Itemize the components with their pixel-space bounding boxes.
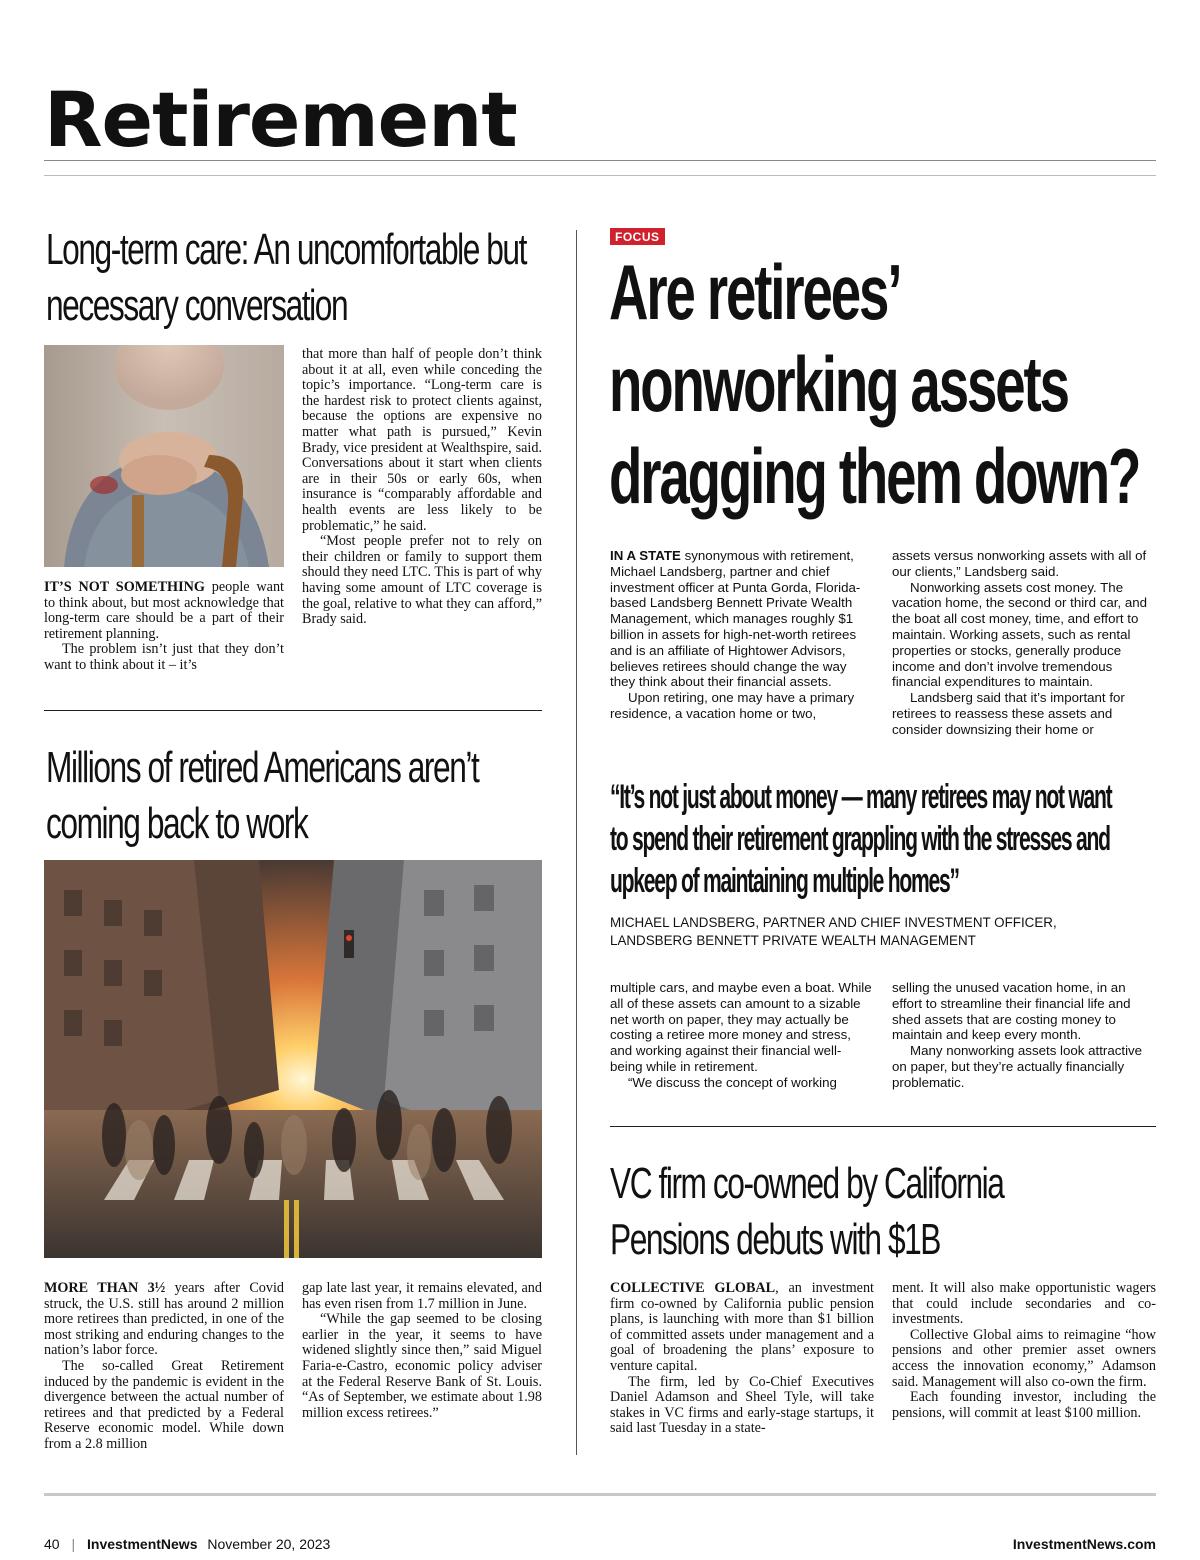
focus-body-col-4 — [892, 980, 1154, 1091]
vc-body-col-2 — [892, 1281, 1156, 1421]
vc-body-col-1 — [610, 1281, 874, 1437]
quote-attribution: MICHAEL LANDSBERG, PARTNER AND CHIEF INVESTMENT OFFICER, LANDSBERG BENNETT PRIVATE WEALTH MANAGEMENT — [610, 915, 1057, 948]
retired-body-col-1 — [44, 1281, 284, 1453]
vc-paragraph-1: COLLECTIVE GLOBAL, an investment firm co-owned by California public pension plans, is launching with more than $1 billion of committed assets under management and a goal of broadening the plans’ exposure to venture capital. — [610, 1280, 874, 1374]
focus-lead-in: IN A STATE — [610, 548, 681, 563]
pull-quote-line-1: “It’s not just about money — many retirees may not want — [610, 778, 1112, 816]
section-rule-bottom — [44, 175, 1156, 176]
publication-name: InvestmentNews — [87, 1536, 198, 1552]
footer-rule — [44, 1493, 1156, 1496]
ltc-paragraph-1: IT’S NOT SOMETHING people want to think about, but most acknowledge that long-term care should be a part of their retirement planning. — [44, 579, 284, 642]
focus-body-col-3 — [610, 980, 872, 1091]
footer-left — [44, 1536, 330, 1552]
focus-paragraph-2: Upon retiring, one may have a primary residence, a vacation home or two, — [610, 690, 855, 721]
pull-quote — [610, 776, 1111, 902]
retired-body-col-2 — [302, 1281, 542, 1421]
focus-headline — [609, 246, 1139, 522]
footer-separator: | — [71, 1536, 76, 1552]
section-rule-top — [44, 160, 1156, 161]
focus-paragraph-9: Many nonworking assets look attractive on paper, but they’re actually financially problematic. — [892, 1043, 1143, 1090]
ltc-headline-line-2: necessary conversation — [46, 281, 348, 330]
ltc-body-col-1 — [44, 580, 284, 674]
column-divider — [576, 230, 577, 1455]
focus-paragraph-5: Landsberg said that it’s important for retirees to reassess these assets and consider downsizing their home or — [892, 690, 1125, 737]
page-number: 40 — [44, 1536, 60, 1552]
focus-badge: FOCUS — [610, 228, 665, 245]
retired-paragraph-2-cont: gap late last year, it remains elevated, and has even risen from 1.7 million in June. — [302, 1280, 542, 1312]
vc-paragraph-2-cont: ment. It will also make opportunistic wagers that could include secondaries and co-investments. — [892, 1280, 1156, 1328]
focus-headline-line-1: Are retirees’ — [609, 248, 901, 336]
focus-paragraph-4: Nonworking assets cost money. The vacation home, the second or third car, and the boat all cost money, time, and effort to maintain. Working assets, such as rental properties or stocks, generally produce income and don’t involve tremendous financial expenditures to maintain. — [892, 579, 1148, 690]
vc-paragraph-4: Each founding investor, including the pensions, will commit at least $100 million. — [892, 1389, 1156, 1421]
city-crosswalk-sunset-image — [44, 860, 542, 1258]
focus-body-col-2 — [892, 548, 1154, 738]
ltc-paragraph-2-start: The problem isn’t just that they don’t want to think about it – it’s — [44, 641, 284, 673]
retired-headline-line-2: coming back to work — [46, 799, 308, 848]
vc-headline-line-2: Pensions debuts with $1B — [610, 1215, 940, 1264]
focus-paragraph-1: IN A STATE synonymous with retirement, Michael Landsberg, partner and chief investment officer at Punta Gorda, Florida-based Landsberg Bennett Private Wealth Management, which manages roughly $1 billion in assets for high-net-worth retirees and is an affiliate of Hightower Advisors, believes retirees should change the way they think about their financial assets. — [610, 548, 861, 690]
focus-paragraph-8: selling the unused vacation home, in an effort to streamline their financial life and shed assets that are costing money to maintain and keep every month. — [892, 980, 1131, 1043]
focus-headline-line-3: dragging them down? — [609, 432, 1140, 520]
focus-headline-line-2: nonworking assets — [609, 340, 1068, 428]
pull-quote-line-2: to spend their retirement grappling with the stresses and — [610, 820, 1110, 858]
focus-body-col-1 — [610, 548, 872, 722]
retired-paragraph-2-start: The so-called Great Retirement induced by the pandemic is evident in the divergence between the actual number of retirees and that predicted by a Federal Reserve economic model. While down from a 2.8 million — [44, 1357, 284, 1452]
vc-paragraph-3: Collective Global aims to reimagine “how pensions and other premier asset owners access the innovation economy,” Adamson said. Management will also co-own the firm. — [892, 1326, 1156, 1390]
ltc-paragraph-3: “Most people prefer not to rely on their children or family to support them should they need LTC. This is part of why having some amount of LTC coverage is the goal, relative to what they can afford,” Brady said. — [302, 533, 542, 628]
ltc-end-rule — [44, 710, 542, 711]
website-link[interactable]: InvestmentNews.com — [1012, 1536, 1156, 1552]
elderly-hands-cane-image — [44, 345, 284, 567]
ltc-body-col-2 — [302, 347, 542, 628]
focus-end-rule — [610, 1126, 1156, 1127]
focus-paragraph-3: assets versus nonworking assets with all of our clients,” Landsberg said. — [892, 548, 1147, 579]
retired-paragraph-1: MORE THAN 3½ years after Covid struck, the U.S. still has around 2 million more retirees than predicted, in one of the most striking and enduring changes to the nation’s labor force. — [44, 1280, 285, 1359]
ltc-headline-line-1: Long-term care: An uncomfortable but — [46, 225, 526, 274]
issue-date: November 20, 2023 — [207, 1536, 331, 1552]
ltc-headline — [46, 222, 526, 334]
ltc-paragraph-2-cont: that more than half of people don’t think about it at all, even while conceding the topic’s importance. “Long-term care is the hardest risk to protect clients against, because the options are expensive no matter what path is pursued,” Kevin Brady, vice president at Wealthspire, said. Conversations about it start when clients are in their 50s or early 60s, when insurance is “comparably affordable and health events are less likely to be problematic,” he said. — [302, 346, 542, 534]
retired-photo — [44, 860, 542, 1258]
focus-paragraph-7: “We discuss the concept of working — [628, 1074, 837, 1090]
vc-paragraph-2-start: The firm, led by Co-Chief Executives Daniel Adamson and Sheel Tyle, will take stakes in VC firms and early-stage startups, it said last Tuesday in a state- — [610, 1373, 874, 1437]
ltc-photo — [44, 345, 284, 567]
vc-lead-in: COLLECTIVE GLOBAL — [610, 1280, 776, 1296]
focus-paragraph-6: multiple cars, and maybe even a boat. While all of these assets can amount to a sizable net worth on paper, they may actually be costing a retiree more money and stress, and working against their financial well-being while in retirement. — [610, 980, 872, 1074]
footer-right — [1013, 1536, 1156, 1552]
pull-quote-line-3: upkeep of maintaining multiple homes” — [610, 862, 959, 900]
retired-paragraph-3: “While the gap seemed to be closing earlier in the year, it seems to have widened slightly since then,” said Miguel Faria-e-Castro, economic policy adviser at the Federal Reserve Bank of St. Louis. “As of September, we estimate about 1.98 million excess retirees.” — [302, 1311, 542, 1421]
retired-headline-line-1: Millions of retired Americans aren’t — [46, 743, 479, 792]
retired-lead-in: MORE THAN 3½ — [44, 1280, 166, 1296]
vc-headline-line-1: VC firm co-owned by California — [610, 1159, 1004, 1208]
retired-headline — [46, 740, 478, 852]
vc-headline — [610, 1156, 1003, 1268]
section-title: Retirement — [44, 75, 517, 164]
ltc-lead-in: IT’S NOT SOMETHING — [44, 579, 205, 595]
